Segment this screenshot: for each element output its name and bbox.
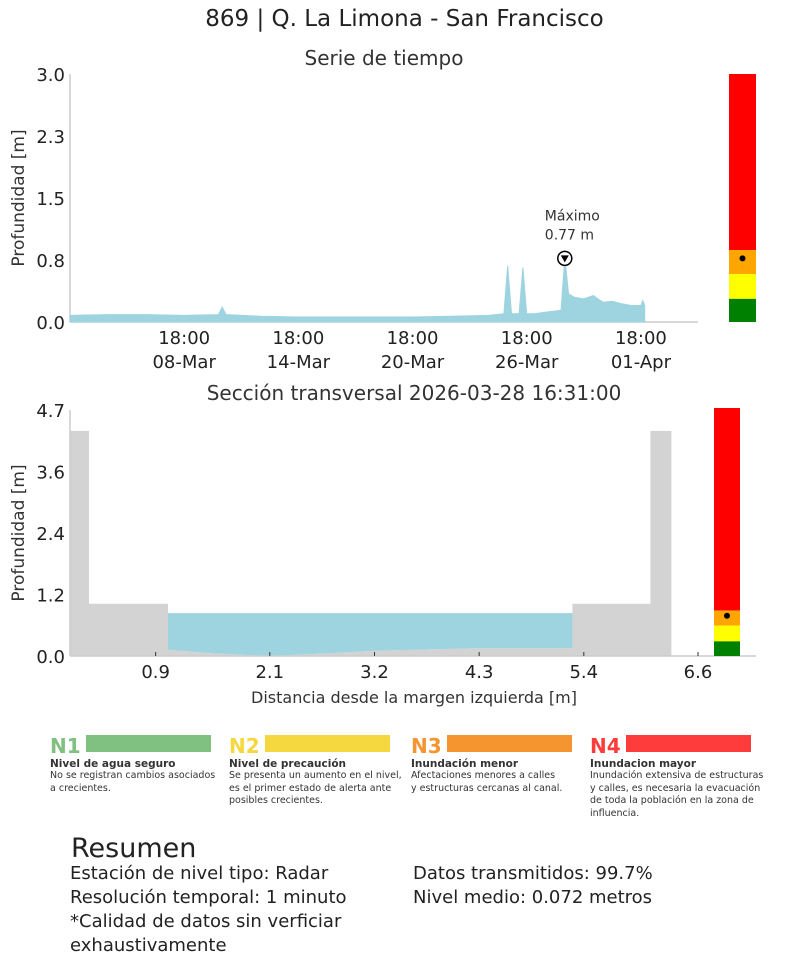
x-tick-date: 14-Mar: [266, 352, 331, 373]
legend-level-swatch: [626, 735, 751, 752]
summary-data-transmitted: Datos transmitidos: 99.7%: [413, 863, 653, 884]
summary-title: Resumen: [71, 833, 197, 864]
level-bar-green: [714, 641, 740, 656]
y-tick-label: 3.6: [36, 462, 65, 484]
legend-level-name: Nivel de precaución: [229, 758, 347, 770]
x-tick-label: 4.3: [464, 662, 494, 683]
legend-description-line: influencia.: [590, 807, 640, 819]
x-tick-label: 0.9: [141, 662, 170, 683]
summary-resolution: Resolución temporal: 1 minuto: [70, 887, 347, 908]
legend-level-description: [590, 770, 765, 820]
legend-level-n4: [590, 734, 765, 820]
y-tick-label: 4.7: [36, 401, 65, 422]
legend-description-line: Afectaciones menores a calles: [411, 770, 556, 781]
summary-mean-level: Nivel medio: 0.072 metros: [413, 887, 653, 908]
legend-level-name: Inundacion mayor: [590, 758, 697, 770]
level-bar-yellow: [729, 274, 756, 299]
summary-station-type: Estación de nivel tipo: Radar: [70, 863, 329, 884]
summary-left: [70, 862, 347, 958]
page-title: 869 | Q. La Limona - San Francisco: [205, 6, 604, 32]
legend-level-swatch: [265, 735, 390, 752]
x-tick-time: 18:00: [272, 328, 325, 349]
x-tick-date: 01-Apr: [610, 352, 671, 373]
x-tick-label: 3.2: [360, 662, 389, 683]
legend-description-line: Inundación extensiva de estructuras: [590, 770, 764, 781]
level-bar-red: [714, 408, 740, 610]
max-annotation-value: 0.77 m: [544, 227, 595, 244]
level-bar-orange: [729, 250, 756, 274]
y-tick-label: 2.3: [36, 127, 65, 148]
y-axis-label: Profundidad [m]: [9, 129, 29, 267]
legend-description-line: Se presenta un aumento en el nivel,: [229, 770, 402, 781]
y-tick-label: 3.0: [36, 65, 65, 86]
legend-level-name: Inundación menor: [411, 758, 519, 770]
legend-level-code: N4: [590, 734, 621, 758]
legend-level-swatch: [447, 735, 572, 752]
legend-description-line: posibles crecientes.: [229, 795, 323, 806]
chart-title: Sección transversal 2026-03-28 16:31:00: [206, 381, 622, 405]
legend-level-n3: [411, 734, 586, 795]
legend-level-name: Nivel de agua seguro: [50, 758, 176, 770]
legend-level-code: N3: [411, 734, 442, 758]
legend-level-n2: [229, 734, 404, 808]
legend-description-line: y calles, es necesaria la evacuación: [590, 782, 761, 794]
level-bar-current-dot: [724, 613, 730, 619]
level-bar-yellow: [714, 626, 740, 642]
x-tick-date: 26-Mar: [495, 352, 559, 373]
legend-description-line: No se registran cambios asociados: [50, 770, 216, 781]
x-tick-label: 5.4: [569, 662, 599, 683]
level-bar-current-dot: [740, 255, 746, 261]
y-tick-label: 2.4: [36, 524, 65, 545]
x-tick-label: 6.6: [683, 662, 713, 683]
legend-level-description: [50, 770, 225, 795]
level-bar-red: [729, 74, 756, 250]
legend-level-code: N2: [229, 734, 260, 758]
x-tick-date: 08-Mar: [152, 352, 216, 373]
legend-level-description: [229, 770, 404, 808]
x-axis-label: Distancia desde la margen izquierda [m]: [251, 688, 577, 707]
y-tick-label: 0.0: [36, 647, 65, 668]
time-series-chart: [0, 40, 809, 380]
legend-level-description: [411, 770, 586, 795]
legend-description-line: a crecientes.: [50, 782, 111, 794]
chart-title: Serie de tiempo: [304, 46, 464, 70]
summary-quality-note: *Calidad de datos sin verficiar: [70, 911, 342, 932]
legend-level-code: N1: [50, 734, 81, 758]
cross-section-chart: [0, 378, 809, 713]
legend-level-swatch: [86, 735, 211, 752]
x-tick-time: 18:00: [158, 328, 211, 349]
x-tick-label: 2.1: [255, 662, 285, 683]
legend-level-n1: [50, 734, 225, 795]
level-bar-green: [729, 299, 756, 322]
x-tick-time: 18:00: [386, 328, 439, 349]
x-tick-time: 18:00: [500, 328, 553, 349]
y-tick-label: 1.5: [36, 189, 65, 210]
legend-description-line: y estructuras cercanas al canal.: [411, 782, 563, 794]
y-tick-label: 0.0: [36, 313, 65, 334]
legend-description-line: de toda la población en la zona de: [590, 795, 754, 806]
depth-series-area: [70, 258, 645, 322]
max-annotation-label: Máximo: [544, 208, 600, 225]
legend-description-line: es el primer estado de alerta ante: [229, 782, 392, 794]
y-tick-label: 0.8: [36, 251, 65, 272]
x-tick-time: 18:00: [614, 328, 667, 349]
y-axis-label: Profundidad [m]: [9, 464, 29, 602]
summary-right: [413, 862, 653, 910]
x-tick-date: 20-Mar: [380, 352, 445, 373]
y-tick-label: 1.2: [36, 585, 65, 607]
summary-quality-note-cont: exhaustivamente: [70, 935, 227, 956]
